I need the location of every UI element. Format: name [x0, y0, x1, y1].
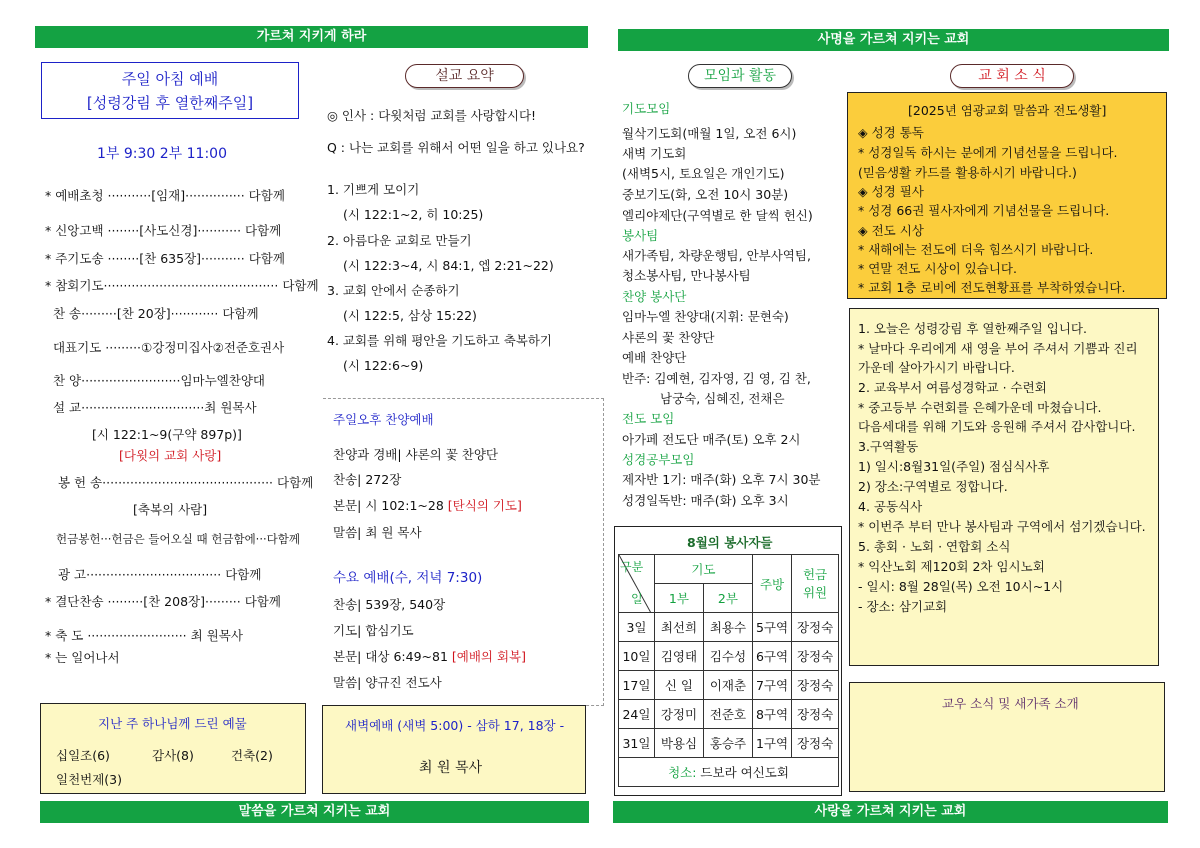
- news-line-13: * 익산노회 제120회 2차 임시노회: [858, 559, 1045, 574]
- worship-title: 주일 아침 예배: [121, 70, 219, 88]
- table-row: [619, 729, 839, 758]
- news-line-2: * 날마다 우리에게 새 영을 부어 주셔서 기쁨과 진리: [858, 341, 1138, 356]
- wednesday-line-3: [333, 647, 526, 665]
- news-line-15: - 장소: 삼기교회: [858, 599, 948, 614]
- afternoon-scripture: 본문| 시 102:1~28: [333, 498, 448, 513]
- afternoon-line-2: 찬송| 272장: [333, 472, 402, 487]
- members-news-box: [849, 682, 1165, 792]
- afternoon-line-3: [333, 496, 522, 514]
- yearly-plan-line-4: ◈ 성경 필사: [858, 184, 924, 199]
- sermon-point-4: 4. 교회를 위해 평안을 기도하고 축복하기: [327, 333, 552, 348]
- sermon-point-2: 2. 아름다운 교회로 만들기: [327, 233, 472, 248]
- table-cell: 장정숙: [792, 729, 839, 758]
- service-item-1: 새가족팀, 차량운행팀, 안부사역팀,: [622, 248, 811, 263]
- dawn-title: 새벽예배 (새벽 5:00) - 삼하 17, 18장 -: [345, 718, 565, 733]
- service-item-2: 청소봉사팀, 만나봉사팀: [622, 268, 751, 283]
- order-item-2: * 신앙고백 ········[사도신경]··········· 다함께: [45, 223, 282, 238]
- news-line-12: 5. 총회 · 노회 · 연합회 소식: [858, 539, 1011, 554]
- offering-item-3: 건축(2): [231, 748, 273, 763]
- bottom-left-banner: 말씀을 가르쳐 지키는 교회: [40, 801, 589, 823]
- header-kitchen: 주방: [752, 555, 791, 613]
- worship-times: 1부 9:30 2부 11:00: [97, 146, 227, 162]
- table-cell: 이재춘: [703, 671, 752, 700]
- prayer-item-3: (새벽5시, 토요일은 개인기도): [622, 166, 785, 181]
- news-line-9: 2) 장소:구역별로 정합니다.: [858, 479, 1008, 494]
- choir-item-5: 남궁숙, 심혜진, 전채은: [660, 391, 785, 406]
- servants-box: [614, 526, 842, 796]
- top-right-banner: 사명을 가르쳐 지키는 교회: [618, 29, 1169, 51]
- table-cell: 최선희: [654, 613, 703, 642]
- sermon-point-2-ref: (시 122:3~4, 시 84:1, 엡 2:21~22): [343, 258, 554, 273]
- evangelism-item-1: 아가페 전도단 매주(토) 오후 2시: [622, 432, 801, 447]
- wednesday-line-2: 기도| 합심기도: [333, 623, 414, 638]
- wednesday-scripture: 본문| 대상 6:49~81: [333, 649, 452, 664]
- prayer-heading: 기도모임: [622, 101, 671, 116]
- choir-item-1: 임마누엘 찬양대(지휘: 문현숙): [622, 309, 789, 324]
- table-row: [619, 642, 839, 671]
- table-cell: 1구역: [752, 729, 791, 758]
- news-line-1: 1. 오늘은 성령강림 후 열한째주일 입니다.: [858, 321, 1087, 336]
- yearly-plan-line-8: * 연말 전도 시상이 있습니다.: [858, 261, 1017, 276]
- yearly-plan-line-3: (믿음생활 카드를 활용하시기 바랍니다.): [858, 165, 1077, 180]
- order-item-14: * 축 도 ························· 최 원목사: [45, 628, 243, 643]
- table-cell: 김영태: [654, 642, 703, 671]
- activities-pill: 모임과 활동: [688, 64, 792, 88]
- wednesday-line-4: 말씀| 양규진 전도사: [333, 675, 442, 690]
- order-item-1: * 예배초청 ···········[임재]··············· 다함께: [45, 188, 285, 203]
- table-cell: 5구역: [752, 613, 791, 642]
- sermon-greeting: ◎ 인사 : 다윗처럼 교회를 사랑합시다!: [327, 108, 537, 123]
- table-cell: 김수성: [703, 642, 752, 671]
- table-row: [619, 613, 839, 642]
- news-line-3: 가운데 살아가시기 바랍니다.: [858, 360, 1015, 375]
- afternoon-line-1: 찬양과 경배| 샤론의 꽃 찬양단: [333, 447, 499, 462]
- sermon-point-3-ref: (시 122:5, 삼상 15:22): [343, 308, 477, 323]
- news-line-4: 2. 교육부서 여름성경학교 · 수련회: [858, 380, 1047, 395]
- sermon-summary-pill: 설교 요약: [405, 64, 524, 88]
- servants-title: 8월의 봉사자들: [687, 535, 773, 550]
- table-row: [619, 700, 839, 729]
- cleaning-row: [619, 758, 839, 787]
- order-item-5: 찬 송·········[찬 20장]············ 다함께: [53, 306, 259, 321]
- table-cell: 강정미: [654, 700, 703, 729]
- table-cell: 신 일: [654, 671, 703, 700]
- order-item-13: * 결단찬송 ·········[찬 208장]········· 다함께: [45, 594, 281, 609]
- bible-study-item-1: 제자반 1기: 매주(화) 오후 7시 30분: [622, 472, 821, 487]
- table-cell: 24일: [619, 700, 655, 729]
- yearly-plan-line-6: ◈ 전도 시상: [858, 223, 924, 238]
- table-corner: [619, 555, 655, 613]
- offering-item-2: 감사(8): [152, 748, 194, 763]
- news-list-box: [849, 308, 1159, 666]
- table-row: [619, 671, 839, 700]
- header-prayer: 기도: [654, 555, 752, 584]
- worship-title-box: [41, 62, 299, 119]
- offering-item-1: 십일조(6): [56, 748, 110, 763]
- offering-title: 지난 주 하나님께 드린 예물: [98, 716, 247, 731]
- order-item-4: * 참회기도············································ 다함께: [45, 278, 319, 293]
- header-gubun: 구분: [620, 560, 644, 574]
- wednesday-title: 수요 예배(수, 저녁 7:30): [333, 570, 483, 586]
- news-line-5: * 중고등부 수련회를 은혜가운데 마쳤습니다.: [858, 400, 1102, 415]
- yearly-plan-line-2: * 성경일독 하시는 분에게 기념선물을 드립니다.: [858, 145, 1118, 160]
- sermon-point-4-ref: (시 122:6~9): [343, 358, 424, 373]
- order-item-6: 대표기도 ·········①강정미집사②전준호권사: [53, 340, 285, 355]
- top-left-banner: 가르쳐 지키게 하라: [35, 26, 588, 48]
- order-item-12: 광 고·································· 다함께: [58, 567, 262, 582]
- worship-subtitle: [성령강림 후 열한째주일]: [86, 94, 254, 112]
- header-offering-2: 위원: [802, 584, 828, 600]
- yearly-plan-line-1: ◈ 성경 통독: [858, 125, 924, 140]
- members-news-title: 교우 소식 및 새가족 소개: [942, 696, 1079, 711]
- news-line-8: 1) 일시:8월31일(주일) 점심식사후: [858, 459, 1050, 474]
- order-item-9: 봉 헌 송··········································· 다함께: [58, 475, 314, 490]
- table-cell: 전준호: [703, 700, 752, 729]
- yearly-plan-title: [2025년 염광교회 말씀과 전도생활]: [908, 103, 1107, 118]
- prayer-item-5: 엘리야제단(구역별로 한 달씩 헌신): [622, 208, 813, 223]
- cleaning-value: 드보라 여신도회: [700, 765, 789, 780]
- table-cell: 3일: [619, 613, 655, 642]
- table-cell: 6구역: [752, 642, 791, 671]
- sermon-scripture: [시 122:1~9(구약 897p)]: [92, 427, 242, 442]
- news-line-11: * 이번주 부터 만나 봉사팀과 구역에서 섬기겠습니다.: [858, 519, 1146, 534]
- order-item-10: [축복의 사람]: [133, 502, 208, 517]
- service-heading: 봉사팀: [622, 228, 659, 243]
- afternoon-sermon-title: [탄식의 기도]: [447, 498, 522, 513]
- table-cell: 7구역: [752, 671, 791, 700]
- news-line-6: 다음세대를 위해 기도와 응원해 주셔서 감사합니다.: [858, 419, 1136, 434]
- dawn-preacher: 최 원 목사: [419, 760, 482, 776]
- prayer-item-2: 새벽 기도회: [622, 146, 687, 161]
- order-item-7: 찬 양·························임마누엘찬양대: [53, 373, 265, 388]
- choir-item-4: 반주: 김예현, 김자영, 김 영, 김 찬,: [622, 371, 811, 386]
- table-cell: 장정숙: [792, 700, 839, 729]
- table-cell: 박용심: [654, 729, 703, 758]
- table-cell: 장정숙: [792, 671, 839, 700]
- table-cell: 31일: [619, 729, 655, 758]
- order-item-11: 헌금봉헌···헌금은 들어오실 때 헌금함에···다함께: [56, 532, 300, 546]
- order-item-3: * 주기도송 ········[찬 635장]··········· 다함께: [45, 251, 285, 266]
- table-cell: 장정숙: [792, 642, 839, 671]
- header-offering-1: 헌금: [802, 566, 828, 582]
- prayer-item-1: 월삭기도회(매월 1일, 오전 6시): [622, 126, 797, 141]
- evangelism-heading: 전도 모임: [622, 411, 675, 426]
- order-item-8: 설 교·······························최 원목사: [53, 400, 257, 415]
- order-item-15: * 는 일어나서: [45, 650, 120, 665]
- header-2bu: 2부: [703, 584, 752, 613]
- news-line-7: 3.구역활동: [858, 439, 919, 454]
- dawn-worship-box: [322, 705, 586, 794]
- table-cell: 10일: [619, 642, 655, 671]
- cleaning-label: 청소:: [668, 765, 697, 780]
- news-line-14: - 일시: 8월 28일(목) 오전 10시~1시: [858, 579, 1064, 594]
- table-cell: 17일: [619, 671, 655, 700]
- bible-study-item-2: 성경일독반: 매주(화) 오후 3시: [622, 493, 789, 508]
- yearly-plan-box: [847, 92, 1167, 299]
- sermon-question: Q : 나는 교회를 위해서 어떤 일을 하고 있나요?: [327, 140, 585, 155]
- news-line-10: 4. 공동식사: [858, 499, 923, 514]
- header-offering: [792, 555, 839, 613]
- sermon-point-1-ref: (시 122:1~2, 히 10:25): [343, 207, 484, 222]
- sermon-title: [다윗의 교회 사랑]: [119, 448, 222, 463]
- bible-study-heading: 성경공부모임: [622, 452, 695, 467]
- sermon-point-1: 1. 기쁘게 모이기: [327, 182, 420, 197]
- yearly-plan-line-5: * 성경 66권 필사자에게 기념선물을 드립니다.: [858, 203, 1110, 218]
- prayer-item-4: 중보기도(화, 오전 10시 30분): [622, 187, 789, 202]
- offering-box: [40, 703, 306, 794]
- header-1bu: 1부: [654, 584, 703, 613]
- choir-heading: 찬양 봉사단: [622, 289, 687, 304]
- servants-table: [618, 554, 839, 787]
- table-cell: 장정숙: [792, 613, 839, 642]
- bottom-right-banner: 사랑을 가르쳐 지키는 교회: [613, 801, 1168, 823]
- sermon-point-3: 3. 교회 안에서 순종하기: [327, 283, 460, 298]
- table-cell: 8구역: [752, 700, 791, 729]
- yearly-plan-line-7: * 새해에는 전도에 더욱 힘쓰시기 바랍니다.: [858, 242, 1094, 257]
- evening-services-box: [323, 398, 604, 706]
- header-il: 일: [631, 592, 643, 606]
- table-cell: 홍승주: [703, 729, 752, 758]
- wednesday-line-1: 찬송| 539장, 540장: [333, 597, 446, 612]
- offering-item-4: 일천번제(3): [56, 772, 123, 787]
- afternoon-title: 주일오후 찬양예배: [333, 412, 434, 427]
- yearly-plan-line-9: * 교회 1층 로비에 전도현황표를 부착하였습니다.: [858, 280, 1126, 295]
- church-news-pill: 교 회 소 식: [950, 64, 1074, 88]
- choir-item-3: 예배 찬양단: [622, 350, 687, 365]
- wednesday-sermon-title: [예배의 회복]: [451, 649, 526, 664]
- table-cell: 최용수: [703, 613, 752, 642]
- choir-item-2: 샤론의 꽃 찬양단: [622, 330, 715, 345]
- afternoon-line-4: 말씀| 최 원 목사: [333, 525, 422, 540]
